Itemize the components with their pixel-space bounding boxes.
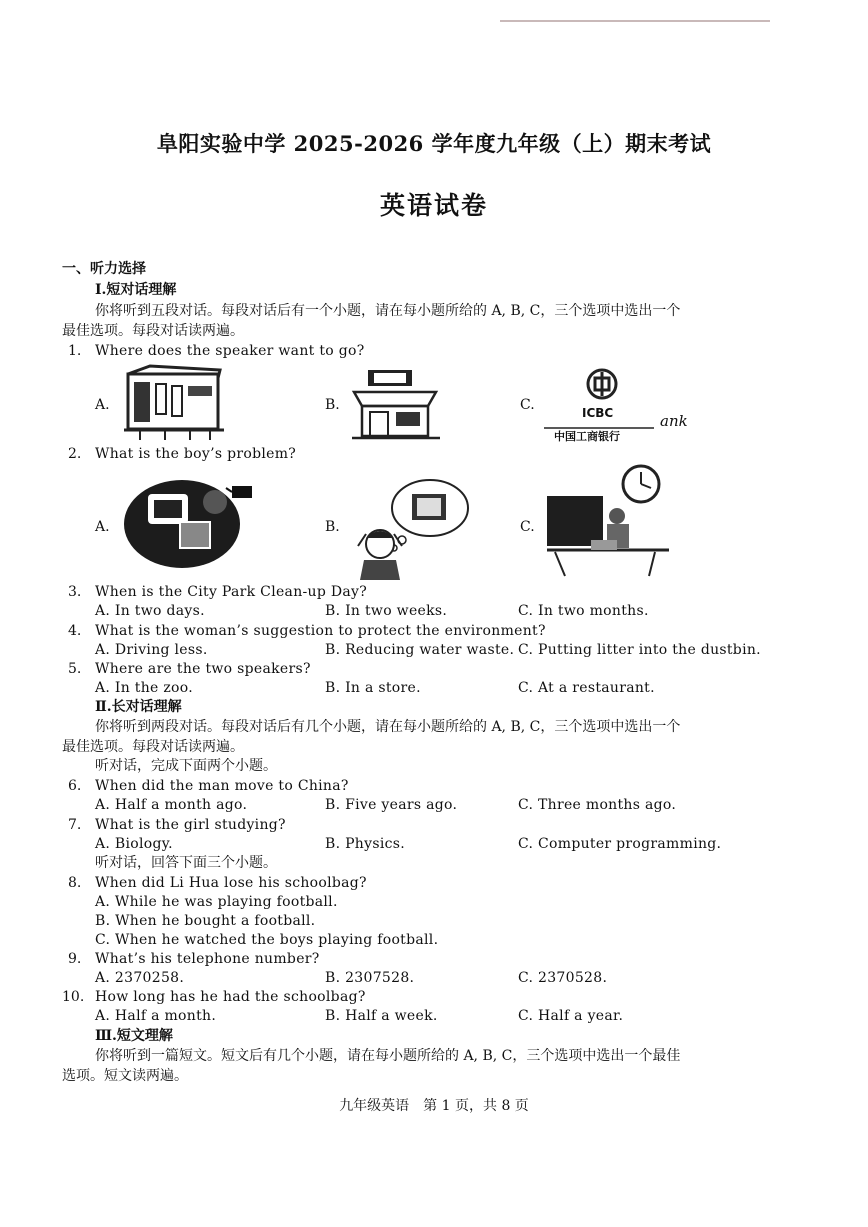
q8-option-b: B. When he bought a football. <box>95 913 316 929</box>
boy-with-headache-image <box>350 474 470 580</box>
q9-text: What’s his telephone number? <box>95 951 320 967</box>
section-heading: 一、听力选择 <box>62 261 146 277</box>
bank-name: 中国工商银行 <box>554 430 620 443</box>
q6-text: When did the man move to China? <box>95 778 349 794</box>
q7-option-a: A. Biology. <box>95 836 173 852</box>
q3-number: 3. <box>68 584 82 600</box>
icbc-text: ICBC <box>582 406 614 420</box>
q4-option-b: B. Reducing water waste. <box>325 642 515 658</box>
q9-option-b: B. 2307528. <box>325 970 415 986</box>
q5-option-b: B. In a store. <box>325 680 421 696</box>
q4-text: What is the woman’s suggestion to protect the environment? <box>95 623 546 639</box>
q4-number: 4. <box>68 623 82 639</box>
q5-option-a: A. In the zoo. <box>95 680 194 696</box>
part1-instruction-line1: 你将听到五段对话。每段对话后有一个小题，请在每小题所给的 A, B, C，三个选项中选出一个 <box>95 303 681 319</box>
q1-text: Where does the speaker want to go? <box>95 343 365 359</box>
part3-instruction-line1: 你将听到一篇短文。短文后有几个小题，请在每小题所给的 A, B, C，三个选项中选出一个最佳 <box>95 1048 681 1064</box>
q10-option-b: B. Half a week. <box>325 1008 438 1024</box>
q9-number: 9. <box>68 951 82 967</box>
q5-text: Where are the two speakers? <box>95 661 311 677</box>
part1-instruction-line2: 最佳选项。每段对话读两遍。 <box>62 323 244 339</box>
q7-number: 7. <box>68 817 82 833</box>
q9-option-c: C. 2370528. <box>518 970 608 986</box>
q10-text: How long has he had the schoolbag? <box>95 989 366 1005</box>
q4-option-a: A. Driving less. <box>95 642 208 658</box>
q8-option-c: C. When he watched the boys playing football. <box>95 932 439 948</box>
q3-option-c: C. In two months. <box>518 603 649 619</box>
handwriting-mark: ank <box>660 412 688 430</box>
q6-number: 6. <box>68 778 82 794</box>
exam-subtitle: 英语试卷 <box>379 191 488 220</box>
q10-number: 10. <box>62 989 85 1005</box>
part2-subinstruction-1: 听对话，完成下面两个小题。 <box>95 758 277 774</box>
part2-instruction-line1: 你将听到两段对话。每段对话后有几个小题，请在每小题所给的 A, B, C，三个选项中选出一个 <box>95 719 681 735</box>
icbc-logo-image <box>542 366 682 446</box>
q9-option-a: A. 2370258. <box>95 970 185 986</box>
q8-option-a: A. While he was playing football. <box>95 894 338 910</box>
part2-instruction-line2: 最佳选项。每段对话读两遍。 <box>62 739 244 755</box>
crying-gamer-image <box>120 474 260 578</box>
q2-option-a: A. <box>95 519 110 535</box>
q6-option-b: B. Five years ago. <box>325 797 458 813</box>
q5-option-c: C. At a restaurant. <box>518 680 655 696</box>
q5-number: 5. <box>68 661 82 677</box>
q3-text: When is the City Park Clean-up Day? <box>95 584 368 600</box>
q2-option-c: C. <box>520 519 535 535</box>
boy-studying-late-image <box>545 464 671 584</box>
q7-text: What is the girl studying? <box>95 817 286 833</box>
scan-line <box>500 20 770 22</box>
part2-heading: Ⅱ.长对话理解 <box>95 699 182 715</box>
q1-option-c: C. <box>520 397 535 413</box>
q6-option-a: A. Half a month ago. <box>95 797 248 813</box>
part1-heading: Ⅰ.短对话理解 <box>95 282 177 298</box>
q3-option-a: A. In two days. <box>95 603 205 619</box>
q2-option-b: B. <box>325 519 340 535</box>
q6-option-c: C. Three months ago. <box>518 797 677 813</box>
shop-sketch-image <box>348 366 443 442</box>
q1-option-b: B. <box>325 397 340 413</box>
q10-option-c: C. Half a year. <box>518 1008 624 1024</box>
q3-option-b: B. In two weeks. <box>325 603 448 619</box>
q2-number: 2. <box>68 446 82 462</box>
q10-option-a: A. Half a month. <box>95 1008 217 1024</box>
q7-option-b: B. Physics. <box>325 836 405 852</box>
q7-option-c: C. Computer programming. <box>518 836 722 852</box>
part3-instruction-line2: 选项。短文读两遍。 <box>62 1068 188 1084</box>
part3-heading: Ⅲ.短文理解 <box>95 1028 173 1044</box>
q1-number: 1. <box>68 343 82 359</box>
exam-title: 阜阳实验中学 2025-2026 学年度九年级（上）期末考试 <box>156 131 712 156</box>
q8-text: When did Li Hua lose his schoolbag? <box>95 875 367 891</box>
part2-subinstruction-2: 听对话，回答下面三个小题。 <box>95 855 277 871</box>
building-sketch-image <box>120 364 225 442</box>
q4-option-c: C. Putting litter into the dustbin. <box>518 642 761 658</box>
q8-number: 8. <box>68 875 82 891</box>
q1-option-a: A. <box>95 397 110 413</box>
page-footer: 九年级英语 第 1 页，共 8 页 <box>339 1098 529 1114</box>
q2-text: What is the boy’s problem? <box>95 446 297 462</box>
